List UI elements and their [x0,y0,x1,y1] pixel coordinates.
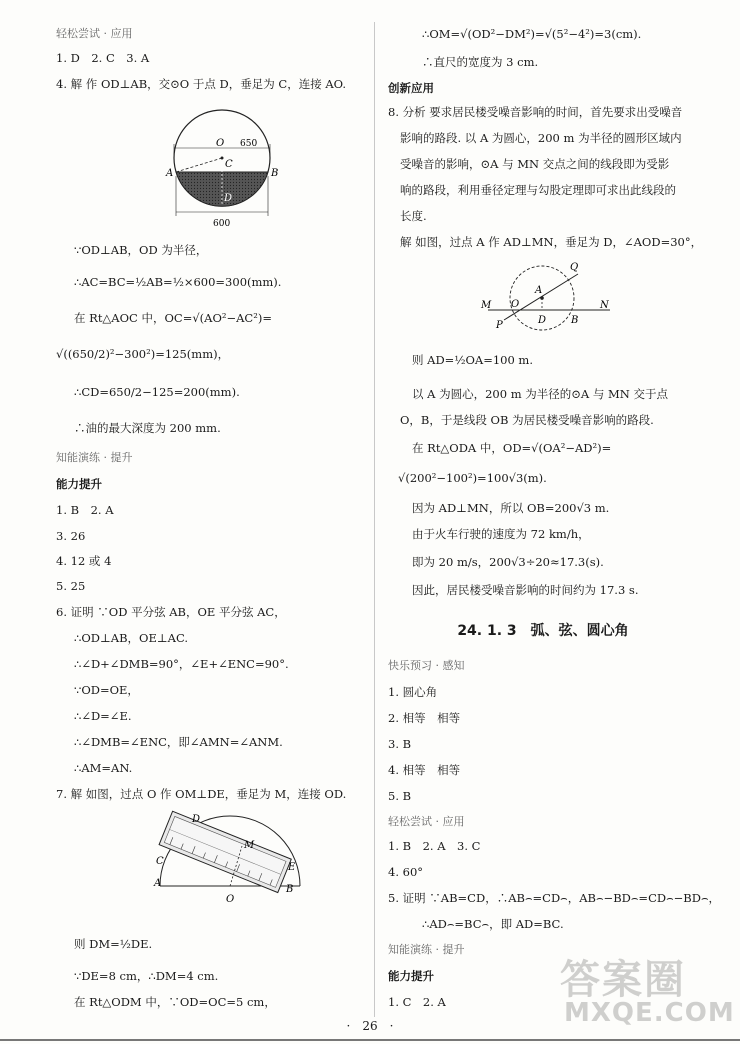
text-line: 7. 解 如图，过点 O 作 OM⊥DE，垂足为 M，连接 OD. [56,787,347,801]
text-line: 3. 26 [56,529,86,543]
text-line: 在 Rt△ODA 中，OD=√(OA²−AD²)= [412,441,612,455]
text-line: 则 DM=½DE. [74,937,153,951]
subsection-heading: 能力提升 [388,969,434,983]
text-line: 1. C 2. A [388,995,446,1009]
watermark-logo-text: 答案圈 [560,957,686,1003]
subsection-heading: 创新应用 [388,81,434,95]
watermark-url: MXQE.COM [564,998,735,1028]
page-number: · 26 · [346,1019,394,1033]
text-line: 1. B 2. A [56,503,114,517]
text-line: ∴CD=650/2−125=200(mm). [74,385,240,399]
text-line: 4. 相等 相等 [388,763,461,777]
text-line: 5. B [388,789,412,803]
text-line: O，B，于是线段 OB 为居民楼受噪音影响的路段. [400,413,654,427]
text-line: 1. 圆心角 [388,685,438,699]
text-line: 6. 证明 ∵OD 平分弦 AB，OE 平分弦 AC， [56,605,286,619]
fig3-label-a: A [154,878,162,889]
text-line: 5. 证明 ∵AB=CD，∴AB⌢=CD⌢，AB⌢−BD⌢=CD⌢−BD⌢， [388,891,721,905]
text-line: 8. 分析 要求居民楼受噪音影响的时间，首先要求出受噪音 [388,105,683,119]
text-line: 长度. [400,209,427,223]
fig3-label-m: M [244,840,255,851]
fig2-label-a: A [535,285,543,296]
text-line: 在 Rt△AOC 中，OC=√(AO²−AC²)= [74,311,272,325]
text-line: ∴AM=AN. [74,761,133,775]
footer-rule [0,1039,740,1041]
text-line: √(200²−100²)=100√3(m). [398,471,547,485]
text-line: 因为 AD⊥MN，所以 OB=200√3 m. [412,501,610,515]
text-line: 1. D 2. C 3. A [56,51,150,65]
oil-tank-figure [160,100,290,232]
fig3-label-c: C [156,856,164,867]
text-line: ∴AC=BC=½AB=½×600=300(mm). [74,275,282,289]
text-line: 因此，居民楼受噪音影响的时间约为 17.3 s. [412,583,639,597]
text-line: ∴∠D=∠E. [74,709,132,723]
text-line: ∴油的最大深度为 200 mm. [74,421,221,435]
fig3-label-d: D [192,814,201,825]
fig2-label-o: O [511,299,520,310]
noise-circle-figure [478,258,618,334]
text-line: 4. 12 或 4 [56,554,112,568]
text-line: ∵OD=OE， [74,683,139,697]
text-line: 影响的路段. 以 A 为圆心，200 m 为半径的圆形区域内 [400,131,682,145]
section-heading: 轻松尝试 · 应用 [388,815,465,828]
fig3-label-e: E [288,862,296,873]
fig2-label-n: N [600,300,609,311]
subsection-heading: 能力提升 [56,477,102,491]
text-line: √((650/2)²−300²)=125(mm)， [56,347,230,361]
fig2-label-d: D [538,315,547,326]
text-line: 即为 20 m/s，200√3÷20≈17.3(s). [412,555,604,569]
ruler-figure [150,806,306,928]
text-line: 4. 60° [388,865,424,879]
text-line: 响的路段，利用垂径定理与勾股定理即可求出此线段的 [400,183,676,197]
text-line: ∴直尺的宽度为 3 cm. [422,55,539,69]
text-line: ∴OM=√(OD²−DM²)=√(5²−4²)=3(cm). [422,27,642,41]
text-line: 2. 相等 相等 [388,711,461,725]
fig2-label-m: M [481,300,492,311]
text-line: 5. 25 [56,579,86,593]
text-line: 则 AD=½OA=100 m. [412,353,533,367]
section-heading: 知能演练 · 提升 [56,451,133,464]
fig1-top-dimension: 650 [240,139,258,149]
section-heading: 知能演练 · 提升 [388,943,465,956]
fig1-label-b: B [271,168,279,179]
text-line: 解 如图，过点 A 作 AD⊥MN，垂足为 D，∠AOD=30°， [400,235,703,249]
fig2-label-b: B [571,315,579,326]
text-line: 由于火车行驶的速度为 72 km/h， [412,527,590,541]
text-line: 4. 解 作 OD⊥AB，交⊙O 于点 D，垂足为 C，连接 AO. [56,77,347,91]
fig1-label-o: O [216,138,225,149]
fig1-label-c: C [225,159,233,170]
fig2-label-p: P [496,320,503,331]
section-heading: 轻松尝试 · 应用 [56,27,133,40]
fig1-label-d: D [224,193,233,204]
text-line: ∴∠DMB=∠ENC，即∠AMN=∠ANM. [74,735,283,749]
section-title: 24. 1. 3 弧、弦、圆心角 [457,623,629,639]
fig2-label-q: Q [570,262,579,273]
fig1-bottom-dimension: 600 [213,219,231,229]
fig3-label-o: O [226,894,235,905]
text-line: ∴∠D+∠DMB=90°，∠E+∠ENC=90°. [74,657,289,671]
text-line: 1. B 2. A 3. C [388,839,481,853]
text-line: ∴AD⌢=BC⌢，即 AD=BC. [422,917,564,931]
column-divider [374,22,375,1017]
text-line: 以 A 为圆心，200 m 为半径的⊙A 与 MN 交于点 [412,387,669,401]
fig3-label-b: B [286,884,294,895]
watermark [560,948,735,1038]
fig1-label-a: A [166,168,174,179]
section-heading: 快乐预习 · 感知 [388,659,465,672]
text-line: 受噪音的影响，⊙A 与 MN 交点之间的线段即为受影 [400,157,670,171]
text-line: 在 Rt△ODM 中，∵OD=OC=5 cm， [74,995,276,1009]
text-line: ∴OD⊥AB，OE⊥AC. [74,631,189,645]
text-line: ∵DE=8 cm，∴DM=4 cm. [74,969,219,983]
text-line: ∵OD⊥AB，OD 为半径， [74,243,208,257]
text-line: 3. B [388,737,412,751]
